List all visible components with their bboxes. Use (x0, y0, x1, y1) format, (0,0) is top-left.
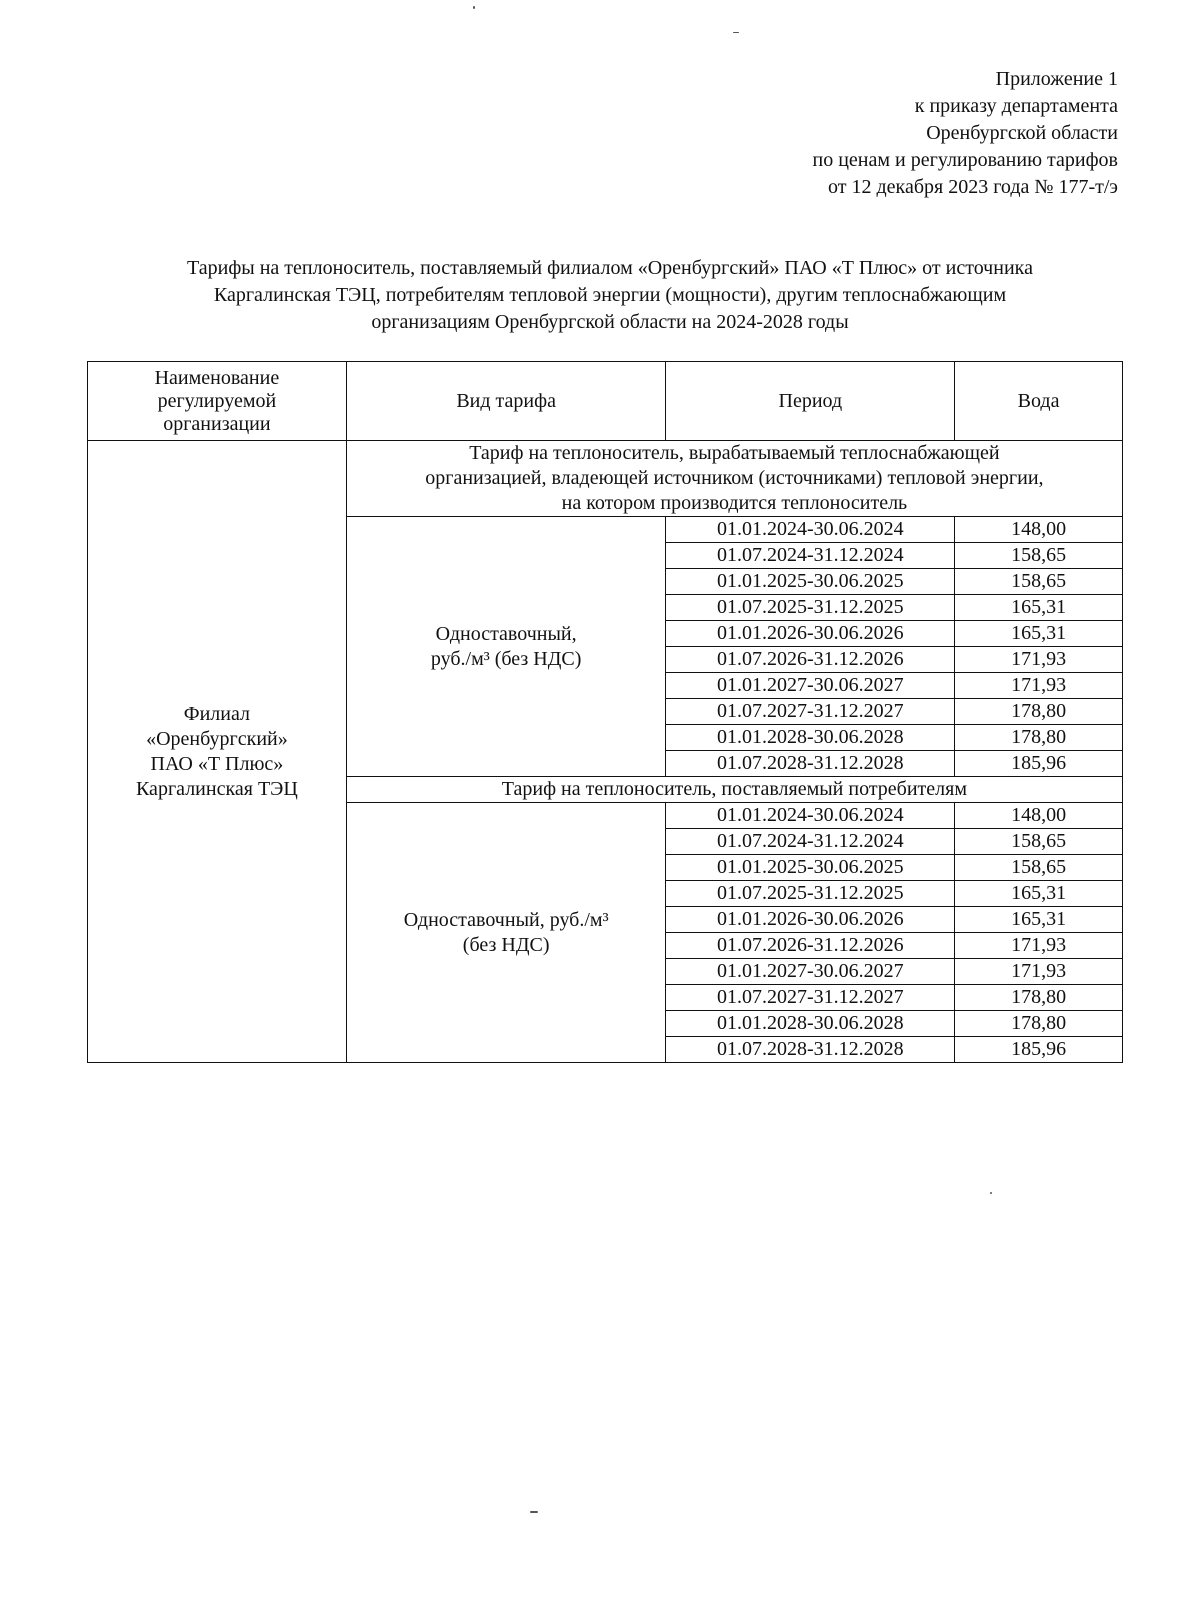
water-value-cell: 158,65 (955, 543, 1123, 569)
tariff-type-cell (346, 803, 666, 1063)
period-cell: 01.01.2024-30.06.2024 (666, 803, 955, 829)
organization-line: «Оренбургский» (146, 727, 288, 750)
section-heading-line: организацией, владеющей источником (источниками) тепловой энергии, (425, 467, 1044, 489)
period-cell: 01.07.2024-31.12.2024 (666, 829, 955, 855)
section-heading (346, 441, 1122, 517)
title-line: Каргалинская ТЭЦ, потребителям тепловой энергии (мощности), другим теплоснабжающим (213, 284, 1007, 306)
water-value-cell: 165,31 (955, 595, 1123, 621)
appendix-line: к приказу департамента (914, 95, 1118, 117)
section-heading-line: на котором производится теплоноситель (561, 492, 908, 514)
water-value-cell: 178,80 (955, 985, 1123, 1011)
appendix-block (813, 66, 1118, 201)
organization-line: Филиал (183, 702, 251, 725)
water-value-cell: 185,96 (955, 751, 1123, 777)
scan-speck (473, 6, 475, 9)
section-heading-line: Тариф на теплоноситель, поставляемый потребителям (501, 778, 968, 800)
header-tariff-type: Вид тарифа (346, 362, 666, 441)
header-org-line: Наименование (154, 366, 280, 389)
period-cell: 01.01.2026-30.06.2026 (666, 621, 955, 647)
period-cell: 01.07.2027-31.12.2027 (666, 985, 955, 1011)
water-value-cell: 178,80 (955, 725, 1123, 751)
period-cell: 01.07.2025-31.12.2025 (666, 881, 955, 907)
table-header-row (88, 362, 1123, 441)
period-cell: 01.01.2028-30.06.2028 (666, 1011, 955, 1037)
period-cell: 01.01.2024-30.06.2024 (666, 517, 955, 543)
header-water: Вода (955, 362, 1123, 441)
water-value-cell: 148,00 (955, 803, 1123, 829)
section-heading (346, 777, 1122, 803)
water-value-cell: 178,80 (955, 1011, 1123, 1037)
period-cell: 01.01.2025-30.06.2025 (666, 855, 955, 881)
document-title (100, 255, 1120, 336)
water-value-cell: 171,93 (955, 673, 1123, 699)
period-cell: 01.07.2026-31.12.2026 (666, 933, 955, 959)
appendix-line: Оренбургской области (926, 122, 1118, 144)
period-cell: 01.07.2024-31.12.2024 (666, 543, 955, 569)
header-org-line: регулируемой (157, 389, 277, 412)
period-cell: 01.07.2025-31.12.2025 (666, 595, 955, 621)
water-value-cell: 148,00 (955, 517, 1123, 543)
water-value-cell: 158,65 (955, 829, 1123, 855)
period-cell: 01.01.2028-30.06.2028 (666, 725, 955, 751)
period-cell: 01.07.2027-31.12.2027 (666, 699, 955, 725)
header-organization (88, 362, 347, 441)
water-value-cell: 158,65 (955, 569, 1123, 595)
section-heading-row (88, 441, 1123, 517)
title-line: Тарифы на теплоноситель, поставляемый филиалом «Оренбургский» ПАО «Т Плюс» от источника (187, 257, 1033, 279)
period-cell: 01.01.2027-30.06.2027 (666, 673, 955, 699)
scan-speck (990, 1192, 992, 1194)
tariff-type-line: Одноставочный, (435, 622, 577, 645)
period-cell: 01.01.2026-30.06.2026 (666, 907, 955, 933)
water-value-cell: 171,93 (955, 933, 1123, 959)
water-value-cell: 165,31 (955, 881, 1123, 907)
period-cell: 01.01.2027-30.06.2027 (666, 959, 955, 985)
organization-line: ПАО «Т Плюс» (150, 752, 284, 775)
water-value-cell: 185,96 (955, 1037, 1123, 1063)
water-value-cell: 165,31 (955, 907, 1123, 933)
water-value-cell: 171,93 (955, 959, 1123, 985)
appendix-line: по ценам и регулированию тарифов (812, 149, 1118, 171)
scan-speck (530, 1511, 538, 1513)
period-cell: 01.07.2028-31.12.2028 (666, 751, 955, 777)
organization-line: Каргалинская ТЭЦ (135, 777, 298, 800)
period-cell: 01.07.2026-31.12.2026 (666, 647, 955, 673)
tariff-type-line: руб./м³ (без НДС) (430, 647, 582, 670)
title-line: организациям Оренбургской области на 2024-2028 годы (371, 311, 849, 333)
header-org-line: организации (163, 412, 271, 435)
tariff-type-cell (346, 517, 666, 777)
period-cell: 01.01.2025-30.06.2025 (666, 569, 955, 595)
table-body (88, 441, 1123, 1063)
tariff-table (87, 361, 1123, 1063)
tariff-type-line: Одноставочный, руб./м³ (403, 908, 609, 931)
section-heading-line: Тариф на теплоноситель, вырабатываемый теплоснабжающей (469, 442, 1000, 464)
tariff-type-line: (без НДС) (462, 933, 550, 956)
water-value-cell: 158,65 (955, 855, 1123, 881)
scan-speck (733, 32, 739, 33)
period-cell: 01.07.2028-31.12.2028 (666, 1037, 955, 1063)
water-value-cell: 171,93 (955, 647, 1123, 673)
organization-cell (88, 441, 347, 1063)
appendix-line: Приложение 1 (995, 68, 1118, 90)
appendix-line: от 12 декабря 2023 года № 177-т/э (828, 176, 1118, 198)
header-period: Период (666, 362, 955, 441)
water-value-cell: 178,80 (955, 699, 1123, 725)
water-value-cell: 165,31 (955, 621, 1123, 647)
